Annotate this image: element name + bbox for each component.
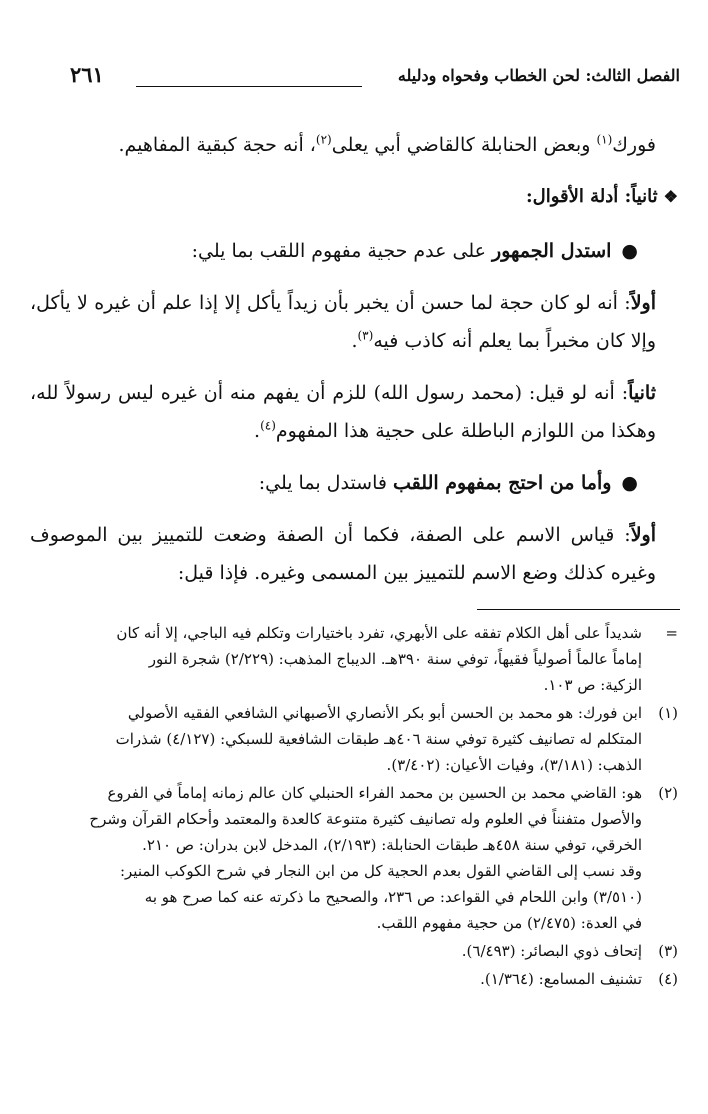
footnotes <box>30 620 678 994</box>
footnote: (٣) إتحاف ذوي البصائر: (٦/٤٩٣). <box>30 938 678 964</box>
footnote-marker: = <box>665 624 678 642</box>
diamond-icon: ❖ <box>663 187 678 206</box>
main-text <box>30 126 678 606</box>
footnote-marker: (١) <box>658 704 678 722</box>
footnote-ref-4: (٤) <box>260 418 276 433</box>
footnote: = شديداً على أهل الكلام تفقه على الأبهري، تفرد باختيارات وتكلم فيه الباجي، إلا أنه كان إماماً عالماً أصولياً فقيهاً، توفي سنة ٣٩٠هـ. الديباج المذهب: (٢/٢٢٩) شجرة النور الزكية: ص ١٠٣. <box>30 620 678 698</box>
argument-second: ثانياً: أنه لو قيل: (محمد رسول الله) للزم أن يفهم منه أن غيره ليس رسولاً لله، وهكذا من اللوازم الباطلة على حجية هذا المفهوم$^{(٤)}$. <box>30 382 656 442</box>
footnote-marker: (٣) <box>658 942 678 960</box>
footnote: (٢) هو: القاضي محمد بن الحسين بن محمد الفراء الحنبلي كان عالم زمانه إماماً في الفروع والأصول متفنناً في العلوم وله تصانيف كثيرة متنوعة كالعدة والمعتمد وأحكام القرآن وشرح الخرقي، توفي سنة ٤٥٨هـ طبقات الحنابلة: (٢/١٩٣)، المدخل لابن بدران: ص ٢١٠. وقد نسب إلى القاضي القول بعدم الحجية كل من ابن النجار في شرح الكوكب المنير: (٣/٥١٠) وابن اللحام في القواعد: ص ٢٣٦، والصحيح ما ذكرته عنه كما صرح هو به في العدة: (٢/٤٧٥) من حجية مفهوم اللقب. <box>30 780 678 936</box>
footnote-marker: (٢) <box>658 784 678 802</box>
footnote: (١) ابن فورك: هو محمد بن الحسن أبو بكر الأنصاري الأصبهاني الشافعي الفقيه الأصولي المتكلم له تصانيف كثيرة توفي سنة ٤٠٦هـ طبقات الشافعية للسبكي: (٤/١٢٧) شذرات الذهب: (٣/١٨١)، وفيات الأعيان: (٣/٤٠٢). <box>30 700 678 778</box>
page-header <box>70 62 680 92</box>
paragraph-continuation: فورك$^{(١)}$ وبعض الحنابلة كالقاضي أبي يعلى$^{(٢)}$، أنه حجة كبقية المفاهيم. <box>118 132 656 156</box>
footnote-ref-1: (١) <box>596 132 613 147</box>
footnote-marker: (٤) <box>658 970 678 988</box>
bullet-icon: ● <box>621 472 638 494</box>
footnote-ref-3: (٣) <box>357 328 374 343</box>
footnote: (٤) تشنيف المسامع: (١/٣٦٤). <box>30 966 678 992</box>
footnote-separator <box>477 609 680 610</box>
chapter-title: الفصل الثالث: لحن الخطاب وفحواه ودليله <box>397 66 680 85</box>
header-rule <box>136 86 362 87</box>
bullet-majority: ●استدل الجمهور على عدم حجية مفهوم اللقب بما يلي: <box>191 240 638 262</box>
page-number: ٢٦١ <box>70 62 104 87</box>
section-heading: ❖ثانياً: أدلة الأقوال: <box>526 186 678 207</box>
argument-analogy: أولاً: قياس الاسم على الصفة، فكما أن الصفة وضعت للتمييز بين الموصوف وغيره كذلك وضع الاسم للتمييز بين المسمى وغيره. فإذا قيل: <box>30 524 656 584</box>
bullet-opponents: ●وأما من احتج بمفهوم اللقب فاستدل بما يلي: <box>258 472 638 494</box>
footnote-ref-2: (٢) <box>315 132 332 147</box>
argument-first: أولاً: أنه لو كان حجة لما حسن أن يخبر بأن زيداً يأكل إلا إذا علم أن غيره لا يأكل، وإلا كان مخبراً بما يعلم أنه كاذب فيه$^{(٣)}$. <box>30 292 656 352</box>
bullet-icon: ● <box>621 240 638 262</box>
